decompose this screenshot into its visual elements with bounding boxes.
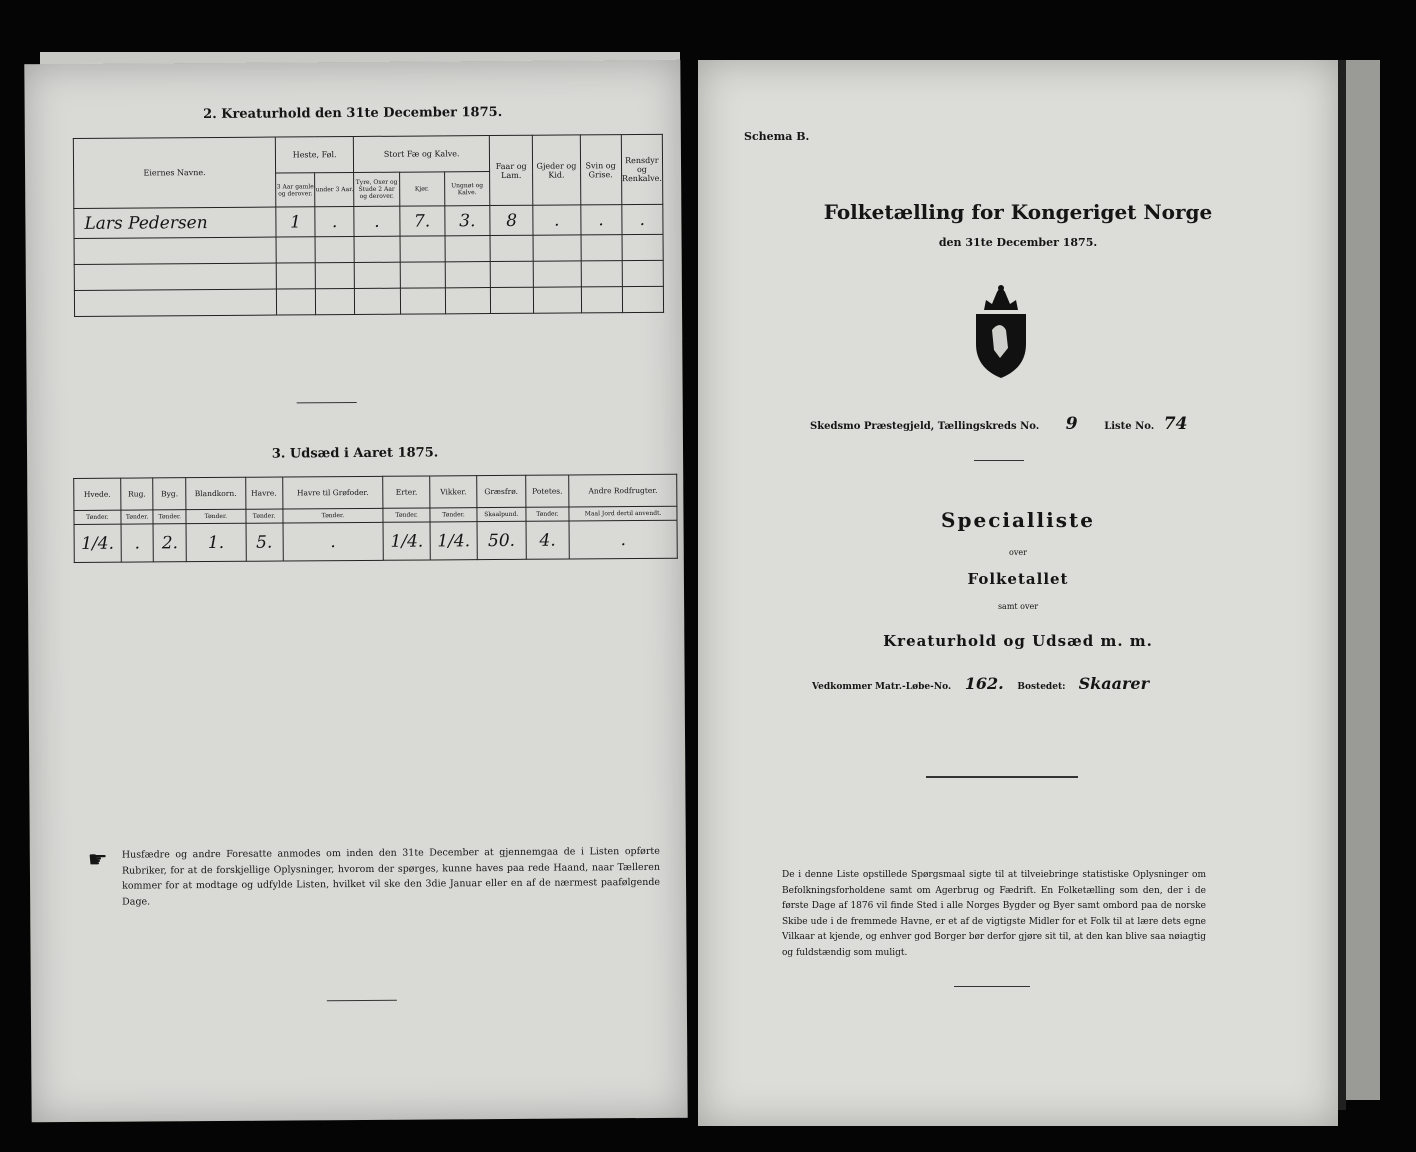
sowing-value: . (569, 520, 677, 559)
schema-label: Schema B. (744, 130, 810, 143)
left-page (24, 60, 687, 1123)
sowing-col-unit: Tønder. (430, 508, 477, 522)
specialliste-title: Specialliste (941, 508, 1095, 532)
cell-gjeder: . (533, 205, 580, 235)
col-rensdyr: Rensdyr og Renkalve. (621, 134, 663, 204)
sowing-col-label: Byg. (153, 478, 186, 510)
sowing-value: 1. (186, 523, 246, 561)
kreaturhold-title: Kreaturhold og Udsæd m. m. (883, 632, 1153, 650)
bosted-label: Bostedet: (1017, 682, 1066, 692)
sowing-col-unit: Maal Jord dertil anvendt. (569, 506, 677, 521)
sowing-value: 1/4. (430, 522, 477, 560)
sowing-value: 4. (526, 521, 570, 559)
cell-rensdyr: . (622, 204, 664, 234)
sowing-col-unit: Tønder. (283, 508, 384, 523)
section2-title: 2. Kreaturhold den 31te December 1875. (203, 104, 503, 123)
prestegjeld: Skedsmo Præstegjeld, (810, 421, 935, 432)
table-row (74, 204, 663, 238)
divider (926, 776, 1078, 778)
tellingskreds-value: 9 (1065, 414, 1078, 434)
cell-svin: . (580, 205, 621, 235)
sowing-col-unit: Tønder. (246, 509, 283, 523)
folketallet-title: Folketallet (967, 570, 1069, 588)
sowing-value: . (283, 522, 384, 561)
liste-label: Liste No. (1104, 421, 1155, 432)
sowing-col-label: Græsfrø. (477, 475, 526, 507)
sowing-col-unit: Skaalpund. (477, 507, 526, 521)
table-row (74, 260, 663, 290)
sowing-col-label: Andre Rodfrugter. (569, 474, 677, 507)
sowing-col-label: Havre til Grøfoder. (282, 476, 383, 509)
right-page (698, 60, 1338, 1126)
sowing-value: 50. (477, 521, 526, 559)
sowing-col-label: Hvede. (74, 478, 121, 510)
liste-value: 74 (1163, 414, 1188, 434)
sowing-col-label: Blandkorn. (186, 477, 246, 509)
col-owner-name: Eiernes Navne. (73, 137, 275, 208)
col-heste-under3: under 3 Aar. (315, 173, 354, 207)
matr-line (812, 674, 1149, 693)
sowing-col-unit: Tønder. (153, 510, 186, 524)
over-label: over (1009, 548, 1027, 557)
cell-faar: 8 (490, 205, 533, 235)
sowing-col-label: Havre. (245, 477, 282, 509)
district-line (810, 414, 1187, 434)
matr-label: Vedkommer Matr.-Løbe-No. (812, 682, 952, 692)
col-heste: Heste, Føl. (275, 137, 354, 174)
cell-hesteU3: . (315, 207, 354, 237)
sowing-table (73, 474, 678, 563)
livestock-table (73, 134, 664, 317)
col-heste-3aar: 3 Aar gamle og derover. (276, 173, 315, 207)
owner-name: Lars Pedersen (74, 207, 276, 238)
divider (327, 1000, 397, 1001)
census-subtitle: den 31te December 1875. (938, 236, 1098, 249)
cell-ungnot: 3. (445, 206, 490, 236)
sowing-col-unit: Tønder. (383, 508, 430, 522)
samt-over-label: samt over (997, 602, 1039, 611)
pointing-hand-icon: ☛ (87, 847, 108, 873)
sowing-col-label: Rug. (121, 478, 154, 510)
col-tyre: Tyre, Oxer og Stude 2 Aar og derover. (354, 172, 399, 206)
col-stort: Stort Fæ og Kalve. (354, 136, 490, 173)
table-row (74, 520, 677, 562)
coat-of-arms-icon (970, 282, 1032, 382)
sowing-value: 5. (246, 523, 283, 561)
sowing-value: 1/4. (74, 524, 121, 562)
divider (297, 402, 357, 403)
notice-text: Husfædre og andre Foresatte anmodes om inden den 31te December at gjennemgaa de i Listen opførte Rubriker, for at de forskjellige Oplysninger, hvorom der spørges, kunne haves paa rede Haand, naar Tælleren kommer for at modtage og udfylde Listen, hvilket vil ske den 3die Januar eller en af de nærmest paafølgende Dage. (121, 845, 661, 908)
sowing-col-unit: Tønder. (526, 507, 570, 521)
cell-tyre: . (354, 206, 399, 236)
col-faar: Faar og Lam. (489, 135, 533, 205)
sowing-col-label: Potetes. (525, 475, 569, 507)
sowing-col-unit: Tønder. (186, 509, 246, 523)
col-gjeder: Gjeder og Kid. (533, 135, 581, 205)
table-row (74, 286, 663, 316)
col-svin: Svin og Grise. (580, 135, 622, 205)
sowing-col-unit: Tønder. (121, 510, 154, 524)
sowing-col-label: Erter. (383, 476, 430, 508)
sowing-value: 2. (153, 524, 186, 562)
census-title: Folketælling for Kongeriget Norge (823, 200, 1213, 224)
tellingskreds-label: Tællingskreds No. (937, 421, 1040, 432)
sowing-value: 1/4. (383, 522, 430, 560)
cell-kjor: 7. (399, 206, 444, 236)
cell-heste3: 1 (276, 207, 315, 237)
bosted-value: Skaarer (1078, 674, 1149, 693)
section3-title: 3. Udsæd i Aaret 1875. (271, 445, 439, 462)
table-row (74, 234, 663, 264)
sowing-col-label: Vikker. (430, 476, 477, 508)
sowing-value: . (121, 524, 154, 562)
divider (974, 460, 1024, 461)
col-kjor: Kjør. (399, 172, 444, 206)
divider (954, 986, 1030, 987)
info-paragraph: De i denne Liste opstillede Spørgsmaal sigte til at tilveiebringe statistiske Oplysninger om Befolkningsforholdene samt om Agerbrug og Fædrift. En Folketælling som den, der i de første Dage af 1876 vil finde Sted i alle Norges Bygder og Byer samt ombord paa de norske Skibe ude i de fremmede Havne, er et af de vigtigste Midler for et Folk til at lære dets egne Vilkaar at kjende, og enhver god Borger bør derfor gjøre sit til, at den kan blive saa nøiagtig og fuldstændig som muligt. (782, 870, 1206, 958)
col-ungnot: Ungnøt og Kalve. (444, 172, 489, 206)
matr-value: 162. (964, 674, 1004, 693)
sowing-col-unit: Tønder. (74, 510, 121, 524)
